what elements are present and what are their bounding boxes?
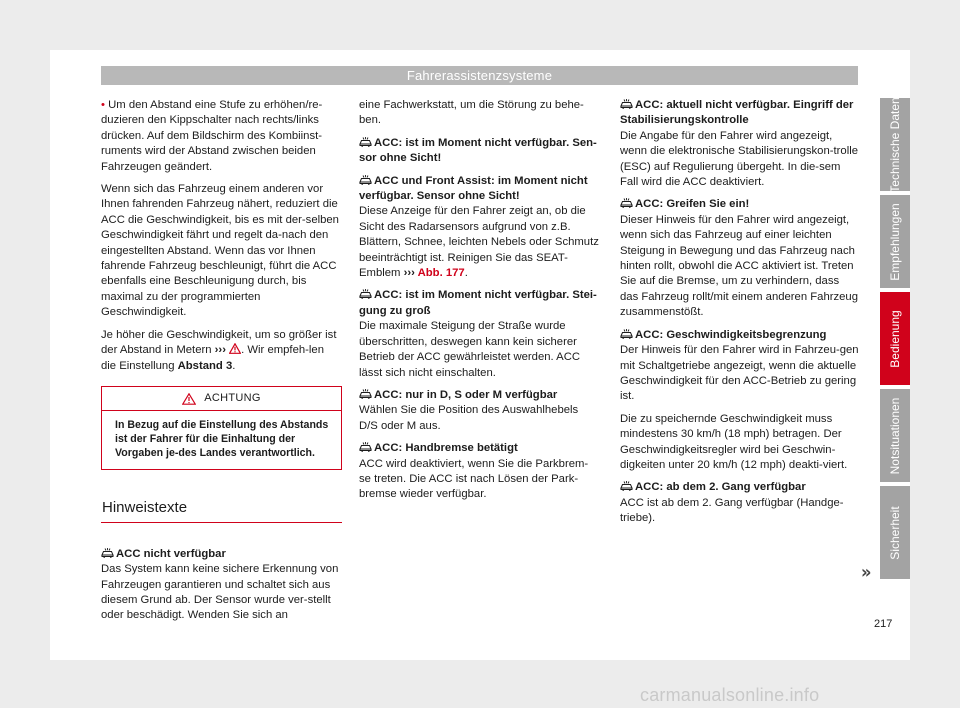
- tab-notsituationen[interactable]: Notsituationen: [880, 389, 910, 482]
- message-heading: ACC: ist im Moment nicht verfügbar. Sen-sor ohne Sicht!: [359, 136, 597, 165]
- car-warning-icon: [359, 175, 372, 185]
- message-block: ACC: Handbremse betätigt ACC wird deaktiviert, wenn Sie die Parkbrem-se treten. Die ACC ist nach Lösen der Park-bremse wieder verfügbar.: [359, 442, 589, 501]
- column-3: [620, 98, 860, 534]
- page-header: Fahrerassistenzsysteme: [101, 66, 858, 85]
- warning-triangle-icon: [182, 393, 196, 405]
- paragraph: • Um den Abstand eine Stufe zu erhöhen/re-duzieren den Kippschalter nach rechts/links drücken. Auf dem Bildschirm des Kombiinst-ruments wird der Abstand zwischen beiden Fahrzeugen geändert.: [101, 99, 323, 173]
- message-block: ACC: aktuell nicht verfügbar. Eingriff der Stabilisierungskontrolle Die Angabe für den Fahrer wird angezeigt, wenn die elektronische Stabilisierungskon-trolle (ESC) auf Regulierung übergeht. In die-sem Fall wird die ACC deaktiviert.: [620, 99, 858, 189]
- warning-triangle-icon[interactable]: [229, 343, 241, 354]
- car-warning-icon: [359, 137, 372, 147]
- bullet-icon: •: [101, 99, 105, 111]
- message-block: ACC: ist im Moment nicht verfügbar. Stei-gung zu groß Die maximale Steigung der Straße wurde überschritten, deswegen kann kein sicherer Betrieb der ACC gewährleistet werden. ACC lässt sich nicht einschalten.: [359, 289, 597, 379]
- car-warning-icon: [359, 442, 372, 452]
- car-warning-icon: [620, 481, 633, 491]
- paragraph: Wenn sich das Fahrzeug einem anderen vor Ihnen fahrenden Fahrzeug nähert, reduziert die ACC die Geschwindigkeit, bis es mit der-selben Geschwindigkeit fährt und regelt da-nach den eingestellten Abstand. Wenn das vor Ihnen fahrende Fahrzeug beschleunigt, führt die ACC ebenfalls eine Beschleunigung durch, bis maximal zu der programmierten Geschwindigkeit.: [101, 183, 339, 319]
- car-warning-icon: [620, 99, 633, 109]
- column-2: [359, 98, 599, 510]
- double-chevron-right-icon[interactable]: »: [861, 562, 872, 583]
- message-block: ACC: Geschwindigkeitsbegrenzung Der Hinweis für den Fahrer wird in Fahrzeu-gen mit Schaltgetriebe angezeigt, wenn die aktuelle Geschwindigkeit für den ACC-Betrieb zu gering ist.: [620, 328, 859, 403]
- paragraph: Die zu speichernde Geschwindigkeit muss mindestens 30 km/h (18 mph) betragen. Der Geschwindigkeitsregler wird bei Geschwin-digkeiten unter 20 km/h (12 mph) deakti-viert.: [620, 412, 848, 471]
- tab-bedienung[interactable]: Bedienung: [880, 292, 910, 385]
- warning-header: [102, 387, 341, 411]
- column-1: [101, 98, 342, 631]
- message-block: ACC: nur in D, S oder M verfügbar Wählen Sie die Position des Auswahlhebels D/S oder M aus.: [359, 388, 579, 432]
- car-warning-icon: [359, 289, 372, 299]
- watermark: carmanualsonline.info: [640, 685, 820, 705]
- message-block: ACC: Greifen Sie ein! Dieser Hinweis für den Fahrer wird angezeigt, wenn sich das Fahrzeug auf einer leichten Steigung in Bewegung und das Fahrzeug nach hinten rollt, obwohl die ACC aktiviert ist. Treten Sie auf die Bremse, um zu verhindern, dass das Fahrzeug rollt/mit einem anderen Fahrzeug zusammenstößt.: [620, 198, 858, 319]
- tab-empfehlungen[interactable]: Empfehlungen: [880, 195, 910, 288]
- car-warning-icon: [620, 198, 633, 208]
- message-block: ACC nicht verfügbar Das System kann keine sichere Erkennung von Fahrzeugen garantieren und schaltet sich aus diesem Grund ab. Der Sensor wurde ver-stellt oder beschädigt. Wenden Sie sich an: [101, 547, 339, 622]
- warning-box: [101, 386, 342, 470]
- car-warning-icon: [101, 548, 114, 558]
- paragraph: Je höher die Geschwindigkeit, um so größer ist der Abstand in Metern ››› . Wir empfeh-len die Einstellung Abstand 3.: [101, 328, 337, 372]
- section-heading: Hinweistexte: [101, 500, 342, 522]
- tab-sicherheit[interactable]: Sicherheit: [880, 486, 910, 579]
- page-number: 217: [874, 618, 893, 630]
- cross-reference-arrows-icon[interactable]: ›››: [214, 344, 226, 357]
- message-block: ACC und Front Assist: im Moment nicht verfügbar. Sensor ohne Sicht! Diese Anzeige für den Fahrer zeigt an, ob die Sicht des Radarsensors aufgrund von z.B. Blättern, Schnee, leichten Nebels oder Schmutz beeinträchtigt ist. Reinigen Sie das SEAT-Emblem ››› Abb. 177.: [359, 174, 599, 280]
- car-warning-icon: [359, 389, 372, 399]
- warning-text: In Bezug auf die Einstellung des Abstands ist der Fahrer für die Einhaltung der Vorgaben je-des Landes verantwortlich.: [115, 419, 329, 460]
- message-block: ACC: ab dem 2. Gang verfügbar ACC ist ab dem 2. Gang verfügbar (Handge-triebe).: [620, 481, 844, 525]
- tab-technische-daten[interactable]: Technische Daten: [880, 98, 910, 191]
- figure-reference-link[interactable]: ››› Abb. 177: [403, 267, 465, 280]
- warning-title: ACHTUNG: [204, 391, 261, 404]
- car-warning-icon: [620, 329, 633, 339]
- paragraph: eine Fachwerkstatt, um die Störung zu behe-ben.: [359, 99, 584, 127]
